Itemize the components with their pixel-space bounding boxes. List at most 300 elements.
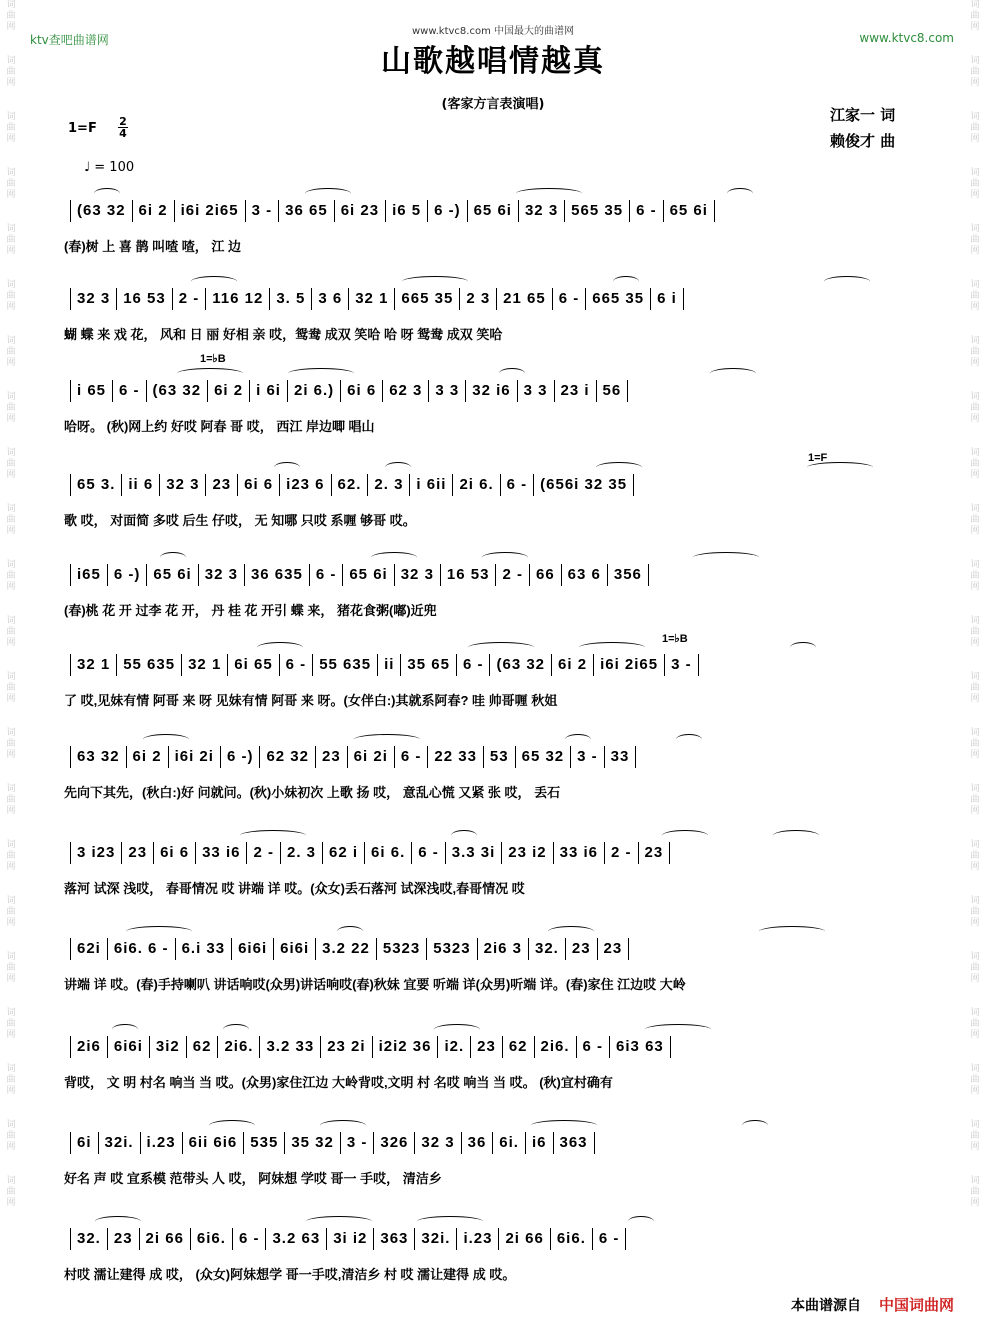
slur-mark bbox=[143, 734, 189, 745]
slur-mark bbox=[274, 462, 300, 473]
watermark-char: 曲 bbox=[6, 403, 16, 413]
measure: 35 65 bbox=[407, 655, 450, 673]
measure: 32i. bbox=[104, 1133, 134, 1151]
lyric-line: 讲端 详 哎。(春)手持喇叭 讲话响哎(众男)讲话响哎(春)秋妹 宜要 听端 详(众男)听端 详。(春)家住 江边哎 大岭 bbox=[64, 977, 686, 992]
slur-mark bbox=[773, 830, 819, 841]
measure: (656i 32 35 bbox=[540, 475, 628, 493]
barline bbox=[414, 1228, 415, 1250]
barline bbox=[347, 746, 348, 768]
barline bbox=[342, 564, 343, 586]
measure: 62 3 bbox=[389, 381, 423, 399]
watermark-gap bbox=[2, 257, 20, 280]
barline bbox=[698, 654, 699, 676]
watermark-char: 网 bbox=[6, 918, 16, 928]
measure: i6i 2i65 bbox=[600, 655, 659, 673]
barline bbox=[146, 380, 147, 402]
watermark-char: 词 bbox=[970, 1008, 980, 1018]
watermark-gap bbox=[2, 1209, 20, 1232]
watermark-char: 词 bbox=[6, 1120, 16, 1130]
measure: 6 - bbox=[558, 289, 580, 307]
watermark-gap bbox=[966, 985, 984, 1008]
barline bbox=[648, 564, 649, 586]
watermark-char: 曲 bbox=[970, 571, 980, 581]
barline bbox=[245, 200, 246, 222]
slur-mark bbox=[468, 642, 534, 653]
barline bbox=[635, 746, 636, 768]
measure: 6 - bbox=[636, 201, 657, 219]
measure: 33 i6 bbox=[202, 843, 241, 861]
measure: 6i6i bbox=[238, 939, 268, 957]
barline bbox=[427, 746, 428, 768]
notation-line bbox=[64, 380, 928, 404]
measure: 2i6 bbox=[77, 1037, 101, 1055]
barline bbox=[533, 474, 534, 496]
watermark-char: 曲 bbox=[970, 1187, 980, 1197]
watermark-gap bbox=[2, 1153, 20, 1176]
watermark-char: 词 bbox=[970, 1176, 980, 1186]
barline bbox=[107, 1036, 108, 1058]
measure: 33 i6 bbox=[559, 843, 599, 861]
barline bbox=[428, 380, 429, 402]
watermark-char: 曲 bbox=[970, 515, 980, 525]
measure: ii bbox=[384, 655, 395, 673]
measure: 535 bbox=[250, 1133, 279, 1151]
watermark-char: 词 bbox=[970, 1064, 980, 1074]
barline bbox=[489, 654, 490, 676]
measure: 35 32 bbox=[291, 1133, 334, 1151]
watermark-char: 词 bbox=[970, 504, 980, 514]
watermark-char: 网 bbox=[6, 358, 16, 368]
measure: 2i6. bbox=[224, 1037, 254, 1055]
measure: i6 5 bbox=[392, 201, 422, 219]
measure: 6 - bbox=[598, 1229, 620, 1247]
measure: 6i 2i bbox=[353, 747, 388, 765]
measure: i2i2 36 bbox=[378, 1037, 432, 1055]
barline bbox=[638, 842, 639, 864]
slur-mark bbox=[790, 642, 816, 653]
measure: 3 6 bbox=[318, 289, 343, 307]
watermark-char: 曲 bbox=[970, 67, 980, 77]
measure: 3 3 bbox=[435, 381, 460, 399]
watermark-char: 网 bbox=[970, 358, 980, 368]
barline bbox=[597, 938, 598, 960]
barline bbox=[629, 200, 630, 222]
measure: i 6i bbox=[256, 381, 281, 399]
measure: i6 bbox=[531, 1133, 547, 1151]
lyric-line: (春)树 上 喜 鹊 叫喳 喳， 江 边 bbox=[64, 239, 241, 254]
watermark-char: 曲 bbox=[6, 459, 16, 469]
barline bbox=[372, 1036, 373, 1058]
measure: 65 6i bbox=[349, 565, 388, 583]
barline bbox=[70, 200, 71, 222]
measure: 62 32 bbox=[266, 747, 309, 765]
watermark-char: 网 bbox=[6, 1142, 16, 1152]
measure: 116 12 bbox=[212, 289, 264, 307]
barline bbox=[585, 288, 586, 310]
right-watermark-strip bbox=[966, 0, 984, 1342]
measure: 62 bbox=[508, 1037, 528, 1055]
watermark-gap bbox=[2, 649, 20, 672]
watermark-char: 曲 bbox=[6, 67, 16, 77]
watermark-char: 曲 bbox=[970, 11, 980, 21]
measure: 356 bbox=[613, 565, 642, 583]
measure: (63 32 bbox=[152, 381, 202, 399]
watermark-char: 网 bbox=[6, 22, 16, 32]
measure: 6i 23 bbox=[340, 201, 380, 219]
measure: 23 bbox=[321, 747, 341, 765]
barline bbox=[592, 1228, 593, 1250]
measure: 23 bbox=[571, 939, 591, 957]
notation-line bbox=[64, 1228, 928, 1252]
measure: 23 i bbox=[560, 381, 590, 399]
measure: 6 - bbox=[418, 843, 439, 861]
watermark-char: 曲 bbox=[6, 1075, 16, 1085]
barline bbox=[149, 1036, 150, 1058]
measure: 32 1 bbox=[188, 655, 222, 673]
barline bbox=[409, 474, 410, 496]
measure: 22 33 bbox=[434, 747, 477, 765]
watermark-char: 曲 bbox=[6, 683, 16, 693]
barline bbox=[376, 938, 377, 960]
watermark-char: 词 bbox=[970, 448, 980, 458]
watermark-char: 曲 bbox=[6, 1131, 16, 1141]
slur-mark bbox=[579, 642, 645, 653]
watermark-char: 网 bbox=[970, 470, 980, 480]
measure: 2 - bbox=[611, 843, 632, 861]
watermark-gap bbox=[2, 705, 20, 728]
watermark-char: 词 bbox=[970, 112, 980, 122]
watermark-gap bbox=[2, 817, 20, 840]
barline bbox=[633, 474, 634, 496]
barline bbox=[231, 938, 232, 960]
watermark-char: 网 bbox=[6, 862, 16, 872]
watermark-char: 网 bbox=[6, 470, 16, 480]
watermark-gap bbox=[966, 761, 984, 784]
measure: 6i 6. bbox=[371, 843, 406, 861]
watermark-char: 词 bbox=[970, 840, 980, 850]
barline bbox=[331, 474, 332, 496]
watermark-gap bbox=[966, 481, 984, 504]
watermark-char: 词 bbox=[6, 1064, 16, 1074]
barline bbox=[340, 380, 341, 402]
measure: 21 65 bbox=[503, 289, 546, 307]
measure: 23 bbox=[212, 475, 232, 493]
barline bbox=[132, 200, 133, 222]
watermark-gap bbox=[966, 537, 984, 560]
watermark-gap bbox=[2, 425, 20, 448]
measure: 6i bbox=[77, 1133, 92, 1151]
score-line bbox=[64, 474, 928, 528]
watermark-char: 网 bbox=[970, 78, 980, 88]
barline bbox=[529, 564, 530, 586]
measure: 2 3 bbox=[466, 289, 491, 307]
barline bbox=[259, 746, 260, 768]
notation-line bbox=[64, 938, 928, 962]
site-url-right[interactable]: www.ktvc8.com bbox=[859, 31, 954, 45]
measure: 5323 bbox=[382, 939, 421, 957]
slur-mark bbox=[223, 1024, 249, 1035]
slur-mark bbox=[337, 926, 363, 937]
measure: 6 - bbox=[400, 747, 422, 765]
lyric-line: 歌 哎， 对面简 多哎 后生 仔哎， 无 知哪 只哎 系喱 够哥 哎。 bbox=[64, 513, 416, 528]
measure: 53 bbox=[489, 747, 509, 765]
watermark-char: 网 bbox=[970, 918, 980, 928]
watermark-char: 曲 bbox=[6, 1019, 16, 1029]
measure: 62 i bbox=[329, 843, 359, 861]
measure: 3 - bbox=[251, 201, 273, 219]
measure: 63 6 bbox=[567, 565, 601, 583]
notation-line bbox=[64, 564, 928, 588]
watermark-char: 曲 bbox=[970, 179, 980, 189]
watermark-char: 词 bbox=[6, 280, 16, 290]
watermark-char: 词 bbox=[6, 56, 16, 66]
watermark-gap bbox=[966, 1041, 984, 1064]
barline bbox=[477, 938, 478, 960]
watermark-char: 曲 bbox=[6, 11, 16, 21]
watermark-char: 网 bbox=[970, 526, 980, 536]
watermark-char: 词 bbox=[970, 672, 980, 682]
measure: 6i 2 bbox=[132, 747, 162, 765]
barline bbox=[400, 654, 401, 676]
slur-mark bbox=[662, 830, 708, 841]
measure: 3.3 3i bbox=[451, 843, 496, 861]
barline bbox=[279, 474, 280, 496]
notation-line bbox=[64, 746, 928, 770]
footer-brand[interactable]: 中国词曲网 bbox=[878, 1296, 954, 1314]
measure: 565 35 bbox=[571, 201, 624, 219]
watermark-char: 曲 bbox=[970, 347, 980, 357]
barline bbox=[426, 938, 427, 960]
barline bbox=[459, 288, 460, 310]
measure: 6 - bbox=[119, 381, 140, 399]
measure: 6i 6 bbox=[347, 381, 377, 399]
watermark-char: 网 bbox=[970, 414, 980, 424]
watermark-char: 曲 bbox=[970, 683, 980, 693]
footer-text: 本曲谱源自 bbox=[790, 1298, 861, 1314]
score-line bbox=[64, 564, 928, 618]
measure: 66 bbox=[535, 565, 555, 583]
slur-mark bbox=[160, 552, 186, 563]
time-signature bbox=[118, 116, 128, 139]
barline bbox=[364, 842, 365, 864]
barline bbox=[373, 1132, 374, 1154]
barline bbox=[175, 938, 176, 960]
barline bbox=[244, 564, 245, 586]
slur-mark bbox=[257, 642, 303, 653]
barline bbox=[650, 288, 651, 310]
barline bbox=[470, 1036, 471, 1058]
measure: 2. 3 bbox=[286, 843, 317, 861]
barline bbox=[517, 380, 518, 402]
site-banner-center: www.ktvc8.com 中国最大的曲谱网 bbox=[411, 26, 574, 37]
barline bbox=[496, 288, 497, 310]
watermark-char: 网 bbox=[970, 1142, 980, 1152]
watermark-gap bbox=[966, 1209, 984, 1232]
measure: 6 - bbox=[582, 1037, 604, 1055]
barline bbox=[445, 842, 446, 864]
lyric-line: 落河 试深 浅哎， 春哥情况 哎 讲端 详 哎。(众女)丢石落河 试深浅哎,春哥情况 哎 bbox=[64, 881, 525, 896]
barline bbox=[467, 200, 468, 222]
measure: 6 - bbox=[506, 475, 528, 493]
notation-line bbox=[64, 200, 928, 224]
watermark-gap bbox=[966, 1153, 984, 1176]
watermark-char: 网 bbox=[6, 246, 16, 256]
barline bbox=[414, 1132, 415, 1154]
slur-mark bbox=[434, 1024, 480, 1035]
measure: 2. 3 bbox=[374, 475, 404, 493]
slur-mark bbox=[645, 1024, 711, 1035]
barline bbox=[70, 564, 71, 586]
measure: 6i6i bbox=[280, 939, 310, 957]
barline bbox=[552, 288, 553, 310]
watermark-char: 网 bbox=[970, 694, 980, 704]
measure: 23 bbox=[113, 1229, 133, 1247]
barline bbox=[492, 1132, 493, 1154]
lyric-line: 哈呀。 (秋)网上约 好哎 阿春 哥 哎， 西江 岸边唧 唱山 bbox=[64, 419, 375, 434]
watermark-char: 网 bbox=[970, 134, 980, 144]
barline bbox=[186, 1036, 187, 1058]
barline bbox=[70, 938, 71, 960]
watermark-char: 网 bbox=[970, 22, 980, 32]
slur-mark bbox=[451, 830, 477, 841]
barline bbox=[280, 842, 281, 864]
barline bbox=[604, 746, 605, 768]
watermark-char: 曲 bbox=[970, 795, 980, 805]
barline bbox=[309, 564, 310, 586]
slur-mark bbox=[112, 1024, 138, 1035]
watermark-char: 网 bbox=[970, 1198, 980, 1208]
watermark-char: 曲 bbox=[970, 627, 980, 637]
slur-mark bbox=[417, 1216, 483, 1227]
watermark-char: 网 bbox=[970, 302, 980, 312]
barline bbox=[198, 564, 199, 586]
barline bbox=[315, 938, 316, 960]
song-subtitle: (客家方言表演唱) bbox=[441, 97, 545, 112]
barline bbox=[528, 938, 529, 960]
measure: 3 - bbox=[671, 655, 692, 673]
score-line bbox=[64, 1036, 928, 1090]
barline bbox=[116, 288, 117, 310]
watermark-char: 词 bbox=[6, 112, 16, 122]
watermark-gap bbox=[966, 201, 984, 224]
watermark-gap bbox=[2, 145, 20, 168]
measure: 36 bbox=[467, 1133, 487, 1151]
barline bbox=[246, 842, 247, 864]
watermark-char: 网 bbox=[970, 974, 980, 984]
barline bbox=[243, 1132, 244, 1154]
measure: 6 -) bbox=[113, 565, 141, 583]
watermark-char: 曲 bbox=[970, 963, 980, 973]
watermark-char: 词 bbox=[6, 728, 16, 738]
barline bbox=[107, 1228, 108, 1250]
barline bbox=[550, 1228, 551, 1250]
watermark-char: 曲 bbox=[6, 235, 16, 245]
score-line bbox=[64, 200, 928, 254]
footer-source bbox=[791, 1294, 954, 1315]
slur-mark bbox=[759, 926, 825, 937]
lyric-line: 先向下其先，(秋白:)好 问就问。(秋)小妹初次 上歌 扬 哎， 意乱心慌 又紧 张 哎， 丢石 bbox=[64, 785, 561, 800]
barline bbox=[565, 938, 566, 960]
measure: 32 3 bbox=[524, 201, 559, 219]
lyric-line: (春)桃 花 开 过李 花 开， 丹 桂 花 开引 蝶 来， 猪花食粥(嘟)近兜 bbox=[64, 603, 437, 618]
watermark-gap bbox=[966, 705, 984, 728]
measure: 32 i6 bbox=[472, 381, 511, 399]
lyric-line: 背哎， 文 明 村名 响当 当 哎。(众男)家住江边 大岭背哎,文明 村 名哎 响当 当 哎。 (秋)宜村确有 bbox=[64, 1075, 613, 1090]
watermark-char: 曲 bbox=[970, 459, 980, 469]
barline bbox=[278, 200, 279, 222]
site-name-left[interactable]: ktv查吧曲谱网 bbox=[30, 33, 109, 47]
barline bbox=[553, 842, 554, 864]
watermark-gap bbox=[2, 369, 20, 392]
barline bbox=[112, 380, 113, 402]
watermark-char: 词 bbox=[6, 1008, 16, 1018]
barline bbox=[172, 288, 173, 310]
barline bbox=[107, 564, 108, 586]
barline bbox=[500, 474, 501, 496]
watermark-char: 词 bbox=[6, 952, 16, 962]
watermark-char: 词 bbox=[6, 672, 16, 682]
barline bbox=[465, 380, 466, 402]
measure: 6i6. bbox=[556, 1229, 586, 1247]
measure: 6i6. 6 - bbox=[113, 939, 169, 957]
slur-mark bbox=[209, 1120, 255, 1131]
measure: 65 3. bbox=[77, 475, 116, 493]
barline bbox=[670, 1036, 671, 1058]
barline bbox=[70, 380, 71, 402]
notation-line bbox=[64, 474, 928, 498]
measure: 665 35 bbox=[592, 289, 645, 307]
measure: i.23 bbox=[146, 1133, 176, 1151]
measure: 32 3 bbox=[77, 289, 111, 307]
barline bbox=[70, 1132, 71, 1154]
measure: 6i. bbox=[499, 1133, 519, 1151]
barline bbox=[287, 380, 288, 402]
measure: 23 i2 bbox=[508, 843, 547, 861]
watermark-char: 网 bbox=[970, 1030, 980, 1040]
watermark-char: 曲 bbox=[970, 291, 980, 301]
barline bbox=[502, 1036, 503, 1058]
barline bbox=[227, 654, 228, 676]
quarter-note-icon: ♩ bbox=[84, 160, 91, 175]
watermark-char: 网 bbox=[6, 414, 16, 424]
barline bbox=[259, 1036, 260, 1058]
barline bbox=[437, 1036, 438, 1058]
measure: 32 3 bbox=[421, 1133, 455, 1151]
measure: 36 635 bbox=[250, 565, 303, 583]
barline bbox=[312, 654, 313, 676]
barline bbox=[669, 842, 670, 864]
measure: 62. bbox=[337, 475, 362, 493]
barline bbox=[146, 564, 147, 586]
barline bbox=[126, 746, 127, 768]
barline bbox=[70, 746, 71, 768]
watermark-char: 词 bbox=[970, 728, 980, 738]
measure: i 65 bbox=[77, 381, 107, 399]
slur-mark bbox=[371, 552, 417, 563]
slur-mark bbox=[548, 926, 594, 937]
watermark-gap bbox=[966, 929, 984, 952]
barline bbox=[205, 474, 206, 496]
watermark-gap bbox=[2, 593, 20, 616]
measure: 65 32 bbox=[521, 747, 565, 765]
barline bbox=[440, 564, 441, 586]
left-watermark-strip bbox=[2, 0, 20, 1342]
barline bbox=[515, 746, 516, 768]
watermark-char: 词 bbox=[6, 0, 16, 10]
song-title: 山歌越唱情越真 bbox=[381, 44, 605, 79]
barline bbox=[377, 654, 378, 676]
watermark-char: 网 bbox=[6, 134, 16, 144]
